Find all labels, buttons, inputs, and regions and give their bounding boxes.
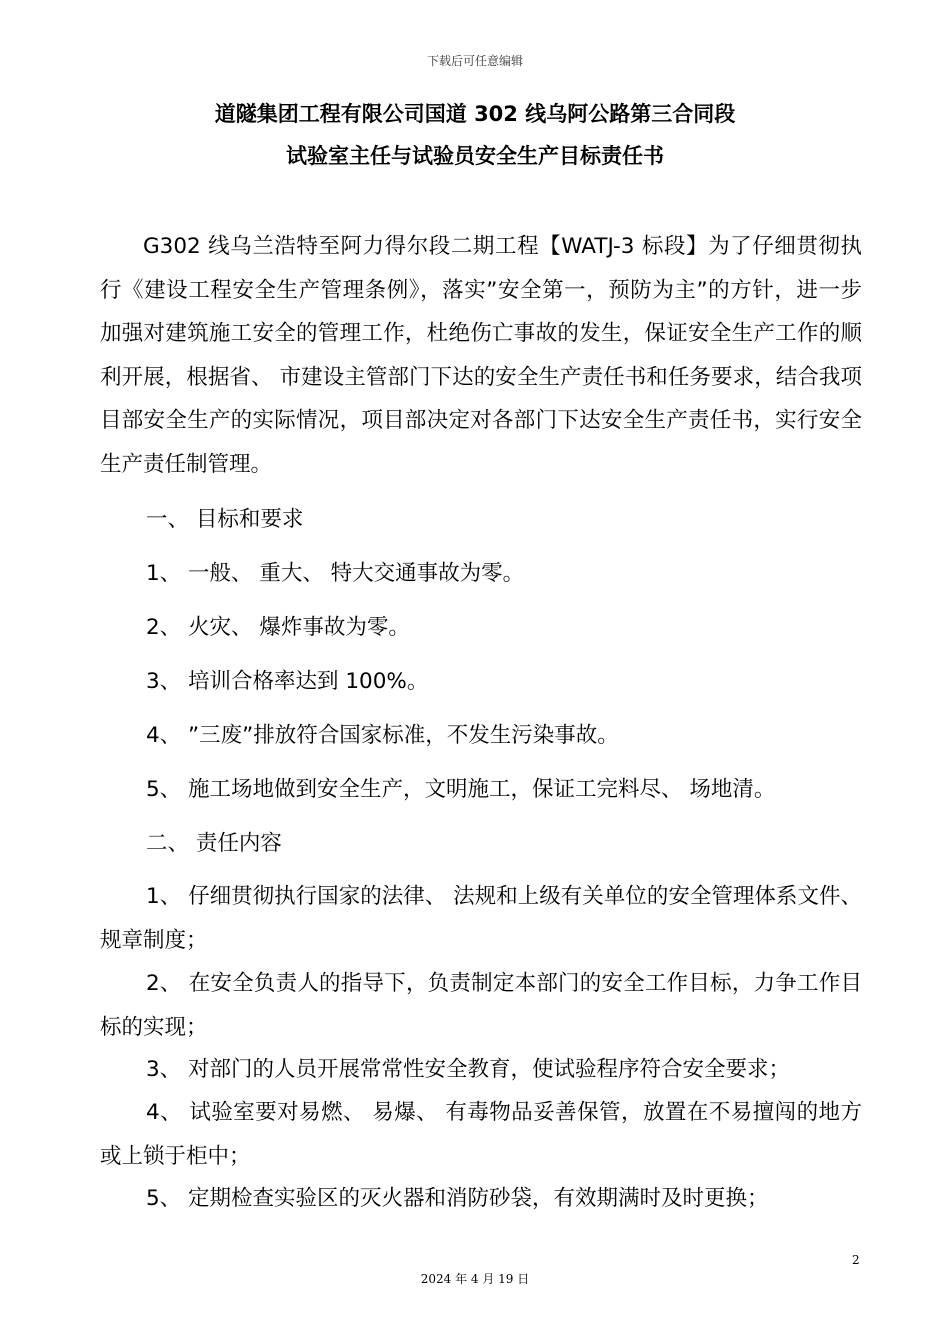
responsibility-item-1: 1、 仔细贯彻执行国家的法律、 法规和上级有关单位的安全管理体系文件、 规章制度； — [100, 884, 862, 953]
goal-item-5: 5、 施工场地做到安全生产，文明施工，保证工完料尽、 场地清。 — [146, 777, 776, 802]
goal-item-1: 1、 一般、 重大、 特大交通事故为零。 — [146, 561, 525, 586]
responsibility-item-4: 4、 试验室要对易燃、 易爆、 有毒物品妥善保管，放置在不易擅闯的地方或上锁于柜中； — [100, 1100, 862, 1169]
page-number: 2 — [852, 1253, 860, 1267]
section-2-heading: 二、 责任内容 — [146, 831, 282, 856]
goal-item-2: 2、 火灾、 爆炸事故为零。 — [146, 615, 410, 640]
document-title-line-1: 道隧集团工程有限公司国道 302 线乌阿公路第三合同段 — [214, 102, 736, 126]
goal-item-3: 3、 培训合格率达到 100%。 — [146, 669, 429, 694]
intro-paragraph: G302 线乌兰浩特至阿力得尔段二期工程【WATJ-3 标段】为了仔细贯彻执行《建设工程安全生产管理条例》，落实”安全第一，预防为主”的方针，进一步加强对建筑施工安全的管理工作，杜绝伤亡事故的发生，保证安全生产工作的顺利开展，根据省、 市建设主管部门下达的安全生产责任书和任务要求，结合我项目部安全生产的实际情况，项目部决定对各部门下达安全生产责任书，实行安全生产责任制管理。 — [100, 234, 862, 477]
document-title-line-2: 试验室主任与试验员安全生产目标责任书 — [286, 144, 664, 168]
page-footer-date: 2024 年 4 月 19 日 — [420, 1272, 530, 1286]
responsibility-item-3: 3、 对部门的人员开展常常性安全教育，使试验程序符合安全要求； — [146, 1057, 791, 1082]
page-header: 下载后可任意编辑 — [426, 54, 523, 68]
responsibility-item-5: 5、 定期检查实验区的灭火器和消防砂袋，有效期满时及时更换； — [146, 1186, 769, 1211]
section-1-heading: 一、 目标和要求 — [146, 507, 304, 532]
responsibility-item-2: 2、 在安全负责人的指导下，负责制定本部门的安全工作目标，力争工作目标的实现； — [100, 971, 862, 1040]
goal-item-4: 4、 ”三废”排放符合国家标准，不发生污染事故。 — [146, 723, 619, 748]
